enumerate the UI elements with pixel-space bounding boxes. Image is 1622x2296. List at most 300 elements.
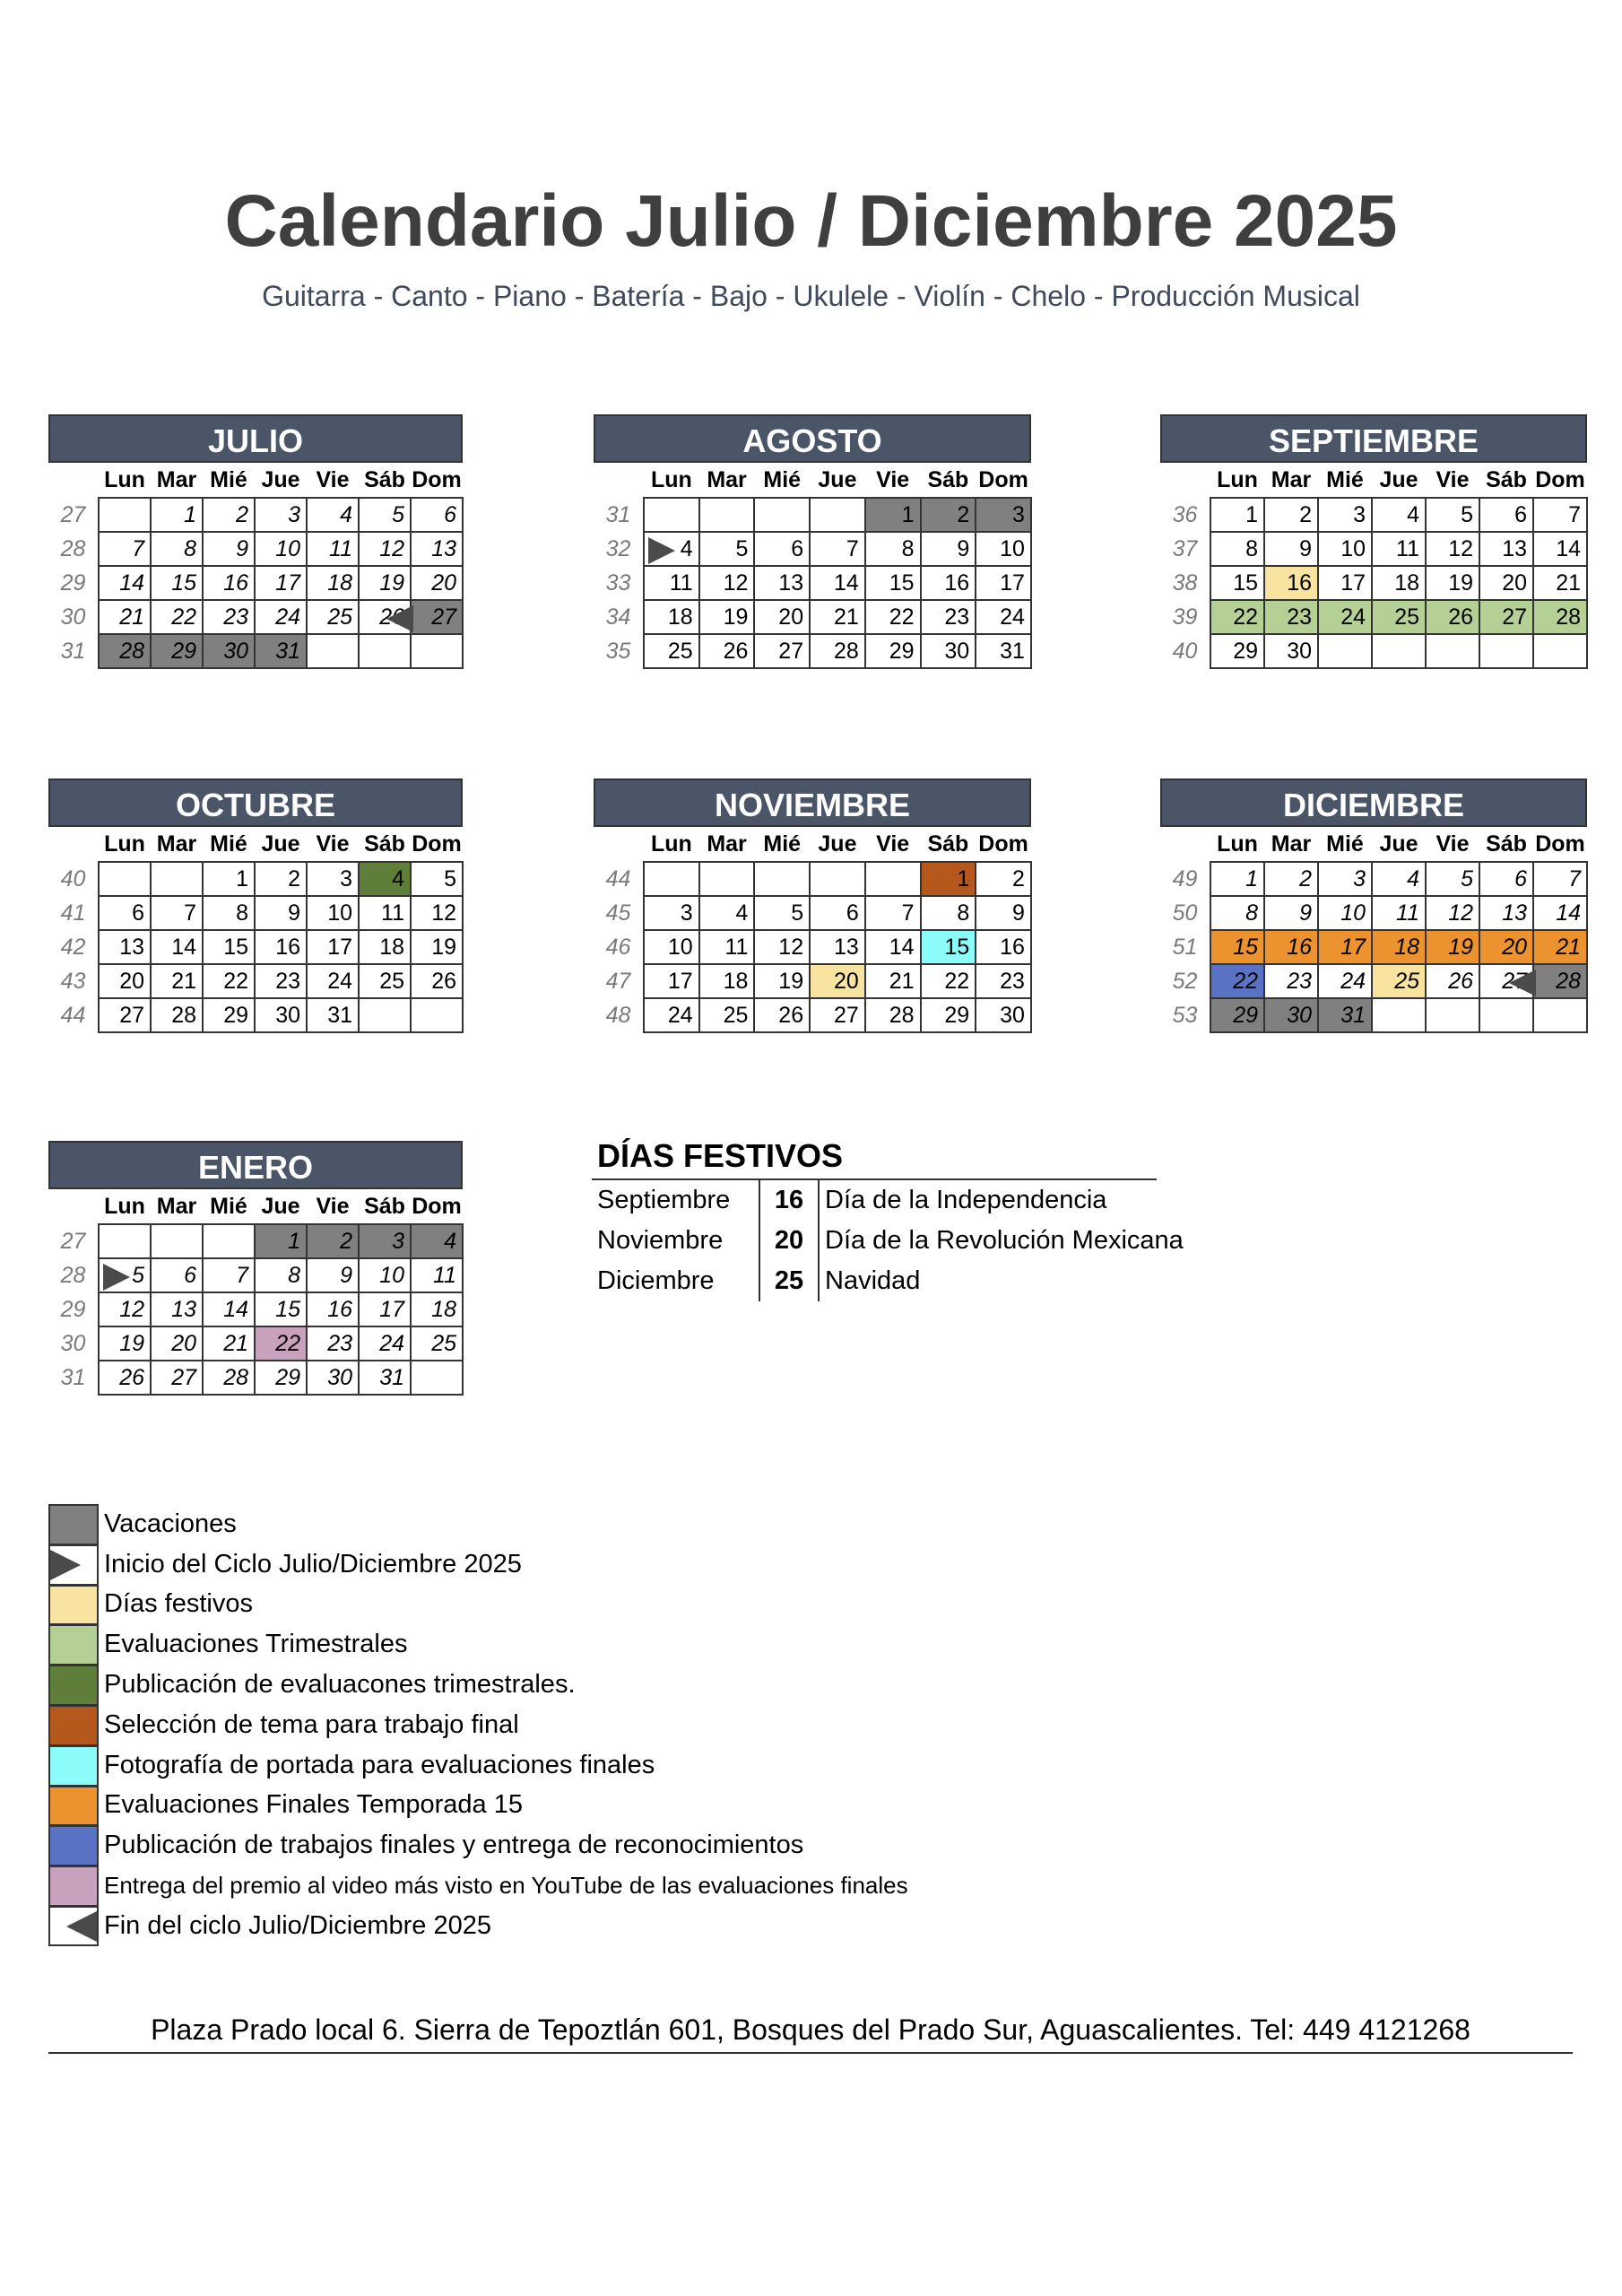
month-title: SEPTIEMBRE [1160,414,1587,463]
day-cell: 5 [359,498,411,532]
week-number: 49 [1172,865,1198,891]
day-cell: 12 [411,896,463,930]
week-number: 51 [1172,934,1198,960]
day-cell: 30 [976,998,1031,1032]
weekday-header: Vie [876,831,910,857]
week-number: 34 [605,604,631,630]
week-number: 48 [605,1002,631,1028]
day-cell: 6 [411,498,463,532]
week-number: 29 [60,570,86,596]
day-cell: 16 [255,930,307,964]
day-cell: 17 [976,566,1031,600]
weekday-header: Jue [261,1193,300,1219]
legend-label: Evaluaciones Finales Temporada 15 [104,1790,523,1820]
day-cell: 8 [1210,532,1264,566]
day-cell: 3 [644,896,699,930]
month-grid [594,463,1032,669]
day-cell: 7 [99,532,151,566]
month-title: DICIEMBRE [1160,778,1587,827]
day-cell: 2 [976,862,1031,896]
day-cell: 29 [1210,634,1264,668]
day-cell: 2 [1264,862,1318,896]
day-cell: 17 [307,930,359,964]
month-title: AGOSTO [594,414,1031,463]
festivo-day: 20 [759,1221,820,1261]
day-cell [411,998,463,1032]
day-cell: 20 [99,964,151,998]
week-number-header [1160,463,1210,498]
day-cell: 8 [255,1258,307,1292]
day-cell: 2 [203,498,255,532]
day-cell: 26 [411,964,463,998]
day-cell: 4 [411,1224,463,1258]
month-septiembre [1160,414,1587,669]
month-julio [48,414,463,669]
day-cell: 24 [644,998,699,1032]
weekday-header: Sáb [364,831,405,857]
day-cell: 4 [699,896,755,930]
week-number: 37 [1172,535,1198,561]
day-cell: 23 [921,600,976,634]
festivo-name: Día de la Independencia [825,1186,1107,1214]
day-cell: 7 [1533,862,1587,896]
day-cell [99,1224,151,1258]
day-cell: 26 [699,634,755,668]
month-enero [48,1141,463,1396]
day-cell: 15 [1210,930,1264,964]
day-cell: 5 [411,862,463,896]
legend-item [48,1665,908,1705]
day-cell: 11 [411,1258,463,1292]
weekday-header: Sáb [927,831,969,857]
weekday-header: Vie [316,466,350,492]
day-cell [151,862,203,896]
month-title: OCTUBRE [48,778,463,827]
day-cell: 21 [1533,930,1587,964]
weekday-header: Mar [156,831,197,857]
month-grid [1160,463,1588,669]
legend-item [48,1544,908,1585]
day-cell: 21 [203,1326,255,1361]
legend-item [48,1866,908,1906]
legend-item [48,1745,908,1786]
week-number: 33 [605,570,631,596]
weekday-header: Mié [210,1193,247,1219]
weekday-header: Jue [818,831,857,857]
day-cell: 8 [865,532,921,566]
legend-swatch [48,1504,99,1544]
month-agosto [594,414,1031,669]
day-cell: 1 [921,862,976,896]
day-cell: 23 [976,964,1031,998]
week-number: 42 [60,934,86,960]
weekday-header: Lun [1217,831,1258,857]
day-cell: 17 [255,566,307,600]
week-number: 47 [605,968,631,994]
week-number-header [594,827,644,862]
day-cell: 9 [1264,896,1318,930]
weekday-header: Vie [876,466,910,492]
day-cell [810,498,865,532]
week-number: 45 [605,900,631,926]
day-cell: 22 [865,600,921,634]
day-cell: 22 [921,964,976,998]
day-cell: 30 [1264,634,1318,668]
week-number-header [594,463,644,498]
day-cell: 21 [151,964,203,998]
month-grid [48,463,464,669]
day-cell: 8 [151,532,203,566]
day-cell: 16 [976,930,1031,964]
week-number: 32 [605,535,631,561]
legend-swatch [48,1745,99,1786]
day-cell [699,498,755,532]
day-cell: 1 [865,498,921,532]
day-cell: 26 [99,1361,151,1395]
weekday-header: Lun [104,831,145,857]
day-cell: 20 [151,1326,203,1361]
day-cell: 3 [307,862,359,896]
day-cell: 10 [1318,532,1372,566]
day-cell: 28 [810,634,865,668]
weekday-header: Mar [707,466,747,492]
day-cell [644,498,699,532]
day-cell: 22 [1210,964,1264,998]
day-cell: 19 [411,930,463,964]
weekday-header: Lun [104,466,145,492]
week-number: 52 [1172,968,1198,994]
day-cell: 12 [359,532,411,566]
festivo-day: 25 [759,1261,820,1301]
day-cell: 12 [1426,532,1479,566]
weekday-header: Mar [156,1193,197,1219]
day-cell: 10 [976,532,1031,566]
festivos-section [592,1137,1184,1301]
legend-item [48,1705,908,1745]
day-cell [151,1224,203,1258]
day-cell: 15 [1210,566,1264,600]
day-cell: 24 [307,964,359,998]
legend-label: Vacaciones [104,1509,237,1538]
day-cell [1426,998,1479,1032]
week-number: 30 [60,604,86,630]
day-cell: 21 [99,600,151,634]
day-cell: 29 [1210,998,1264,1032]
weekday-header: Dom [412,466,462,492]
day-cell: 5 [754,896,810,930]
weekday-header: Vie [1436,831,1470,857]
day-cell: 11 [359,896,411,930]
legend-label: Fotografía de portada para evaluaciones finales [104,1750,655,1779]
weekday-header: Mié [763,831,802,857]
day-cell: 27 [1479,964,1533,998]
week-number: 53 [1172,1002,1198,1028]
day-cell: 31 [307,998,359,1032]
week-number-header [48,827,99,862]
day-cell: 19 [359,566,411,600]
day-cell: 17 [1318,930,1372,964]
day-cell: 25 [1372,964,1426,998]
legend-label: Publicación de evaluacones trimestrales. [104,1670,576,1700]
festivo-month: Septiembre [597,1186,731,1214]
day-cell: 20 [1479,566,1533,600]
day-cell: 19 [1426,566,1479,600]
day-cell: 1 [1210,862,1264,896]
weekday-header: Jue [261,466,300,492]
festivo-name: Navidad [825,1266,921,1295]
day-cell: 13 [810,930,865,964]
legend-swatch [48,1866,99,1906]
day-cell: 16 [1264,566,1318,600]
day-cell: 15 [865,566,921,600]
day-cell: 25 [307,600,359,634]
day-cell [1318,634,1372,668]
day-cell: 16 [203,566,255,600]
month-grid [48,827,464,1033]
festivo-name: Día de la Revolución Mexicana [825,1226,1184,1255]
week-number-header [48,463,99,498]
legend-swatch [48,1825,99,1866]
weekday-header: Jue [261,831,300,857]
day-cell: 6 [754,532,810,566]
day-cell [810,862,865,896]
legend-label: Inicio del Ciclo Julio/Diciembre 2025 [104,1549,522,1578]
legend-swatch [48,1705,99,1745]
festivo-month: Diciembre [597,1266,715,1295]
day-cell: 23 [307,1326,359,1361]
day-cell: 3 [1318,862,1372,896]
legend-label: Evaluaciones Trimestrales [104,1630,408,1659]
weekday-header: Vie [316,1193,350,1219]
day-cell: 30 [203,634,255,668]
day-cell: 18 [359,930,411,964]
day-cell: 22 [151,600,203,634]
month-grid [594,827,1032,1033]
week-number: 41 [60,900,86,926]
day-cell: 28 [99,634,151,668]
legend-swatch [48,1906,99,1946]
day-cell: 12 [699,566,755,600]
day-cell: 23 [1264,964,1318,998]
day-cell: 1 [1210,498,1264,532]
day-cell: 10 [359,1258,411,1292]
day-cell: 13 [1479,896,1533,930]
day-cell: 9 [307,1258,359,1292]
day-cell: 8 [1210,896,1264,930]
weekday-header: Dom [412,1193,462,1219]
weekday-header: Mié [1326,831,1364,857]
day-cell: 25 [644,634,699,668]
day-cell: 5 [1426,498,1479,532]
weekday-header: Dom [1535,831,1585,857]
day-cell: 5 [99,1258,151,1292]
legend-label: Días festivos [104,1589,253,1619]
day-cell: 29 [151,634,203,668]
day-cell: 25 [359,964,411,998]
weekday-header: Dom [412,831,462,857]
day-cell: 4 [644,532,699,566]
day-cell: 4 [1372,498,1426,532]
day-cell: 11 [699,930,755,964]
week-number: 38 [1172,570,1198,596]
day-cell: 11 [1372,896,1426,930]
day-cell: 31 [976,634,1031,668]
day-cell: 15 [921,930,976,964]
day-cell: 25 [411,1326,463,1361]
weekday-header: Jue [1379,831,1418,857]
day-cell: 24 [1318,964,1372,998]
day-cell: 17 [359,1292,411,1326]
day-cell: 13 [1479,532,1533,566]
day-cell [754,862,810,896]
weekday-header: Jue [1379,466,1418,492]
day-cell: 23 [255,964,307,998]
day-cell [1533,998,1587,1032]
day-cell: 24 [359,1326,411,1361]
week-number: 39 [1172,604,1198,630]
day-cell: 25 [699,998,755,1032]
day-cell [307,634,359,668]
weekday-header: Mié [1326,466,1364,492]
day-cell: 3 [976,498,1031,532]
day-cell: 31 [359,1361,411,1395]
day-cell: 31 [255,634,307,668]
day-cell: 9 [203,532,255,566]
day-cell: 14 [151,930,203,964]
day-cell: 28 [1533,600,1587,634]
day-cell: 17 [1318,566,1372,600]
legend-swatch [48,1624,99,1665]
day-cell [1479,998,1533,1032]
day-cell: 24 [1318,600,1372,634]
day-cell: 22 [1210,600,1264,634]
festivo-row [592,1180,1184,1221]
week-number-header [1160,827,1210,862]
week-number: 31 [605,501,631,527]
day-cell: 19 [1426,930,1479,964]
day-cell: 5 [1426,862,1479,896]
day-cell: 25 [1372,600,1426,634]
day-cell: 29 [921,998,976,1032]
day-cell: 5 [699,532,755,566]
day-cell: 27 [754,634,810,668]
day-cell: 29 [203,998,255,1032]
weekday-header: Dom [978,466,1028,492]
day-cell: 13 [151,1292,203,1326]
day-cell: 27 [810,998,865,1032]
festivos-heading: DÍAS FESTIVOS [597,1137,844,1174]
weekday-header: Mar [156,466,197,492]
legend-label: Entrega del premio al video más visto en YouTube de las evaluaciones finales [104,1872,908,1900]
day-cell: 9 [921,532,976,566]
day-cell: 19 [699,600,755,634]
day-cell [359,998,411,1032]
day-cell: 29 [255,1361,307,1395]
week-number: 40 [1172,638,1198,664]
week-number: 44 [605,865,631,891]
day-cell: 22 [203,964,255,998]
day-cell: 26 [1426,964,1479,998]
weekday-header: Vie [316,831,350,857]
day-cell: 7 [810,532,865,566]
day-cell [644,862,699,896]
day-cell [99,498,151,532]
day-cell: 13 [754,566,810,600]
week-number: 28 [60,1262,86,1288]
day-cell [359,634,411,668]
day-cell: 16 [1264,930,1318,964]
month-diciembre [1160,778,1587,1033]
legend-label: Fin del ciclo Julio/Diciembre 2025 [104,1910,491,1940]
weekday-header: Sáb [1486,466,1527,492]
day-cell: 9 [255,896,307,930]
legend-item [48,1624,908,1665]
weekday-header: Mié [763,466,802,492]
month-title: JULIO [48,414,463,463]
month-title: ENERO [48,1141,463,1189]
day-cell: 21 [810,600,865,634]
week-number: 44 [60,1002,86,1028]
day-cell: 18 [1372,566,1426,600]
day-cell: 30 [1264,998,1318,1032]
day-cell: 27 [99,998,151,1032]
day-cell: 28 [865,998,921,1032]
day-cell: 14 [1533,896,1587,930]
weekday-header: Sáb [364,1193,405,1219]
festivo-month: Noviembre [597,1226,724,1255]
day-cell: 23 [203,600,255,634]
day-cell [1533,634,1587,668]
day-cell: 26 [1426,600,1479,634]
day-cell: 7 [151,896,203,930]
day-cell: 4 [359,862,411,896]
day-cell [699,862,755,896]
day-cell: 10 [1318,896,1372,930]
week-number: 30 [60,1330,86,1356]
weekday-header: Dom [978,831,1028,857]
day-cell: 15 [151,566,203,600]
week-number-header [48,1189,99,1224]
day-cell: 13 [411,532,463,566]
day-cell: 4 [307,498,359,532]
week-number: 27 [60,501,86,527]
day-cell: 22 [255,1326,307,1361]
day-cell: 15 [255,1292,307,1326]
legend-item [48,1504,908,1544]
day-cell [1426,634,1479,668]
weekday-header: Lun [104,1193,145,1219]
day-cell: 8 [203,896,255,930]
day-cell: 24 [976,600,1031,634]
weekday-header: Sáb [927,466,969,492]
month-grid [1160,827,1588,1033]
day-cell: 8 [921,896,976,930]
day-cell: 27 [1479,600,1533,634]
week-number: 35 [605,638,631,664]
day-cell [865,862,921,896]
day-cell: 3 [1318,498,1372,532]
day-cell: 6 [1479,862,1533,896]
day-cell: 20 [754,600,810,634]
day-cell: 19 [754,964,810,998]
day-cell: 28 [151,998,203,1032]
week-number: 43 [60,968,86,994]
week-number: 29 [60,1296,86,1322]
day-cell: 14 [99,566,151,600]
day-cell: 2 [1264,498,1318,532]
day-cell: 30 [255,998,307,1032]
day-cell: 29 [865,634,921,668]
